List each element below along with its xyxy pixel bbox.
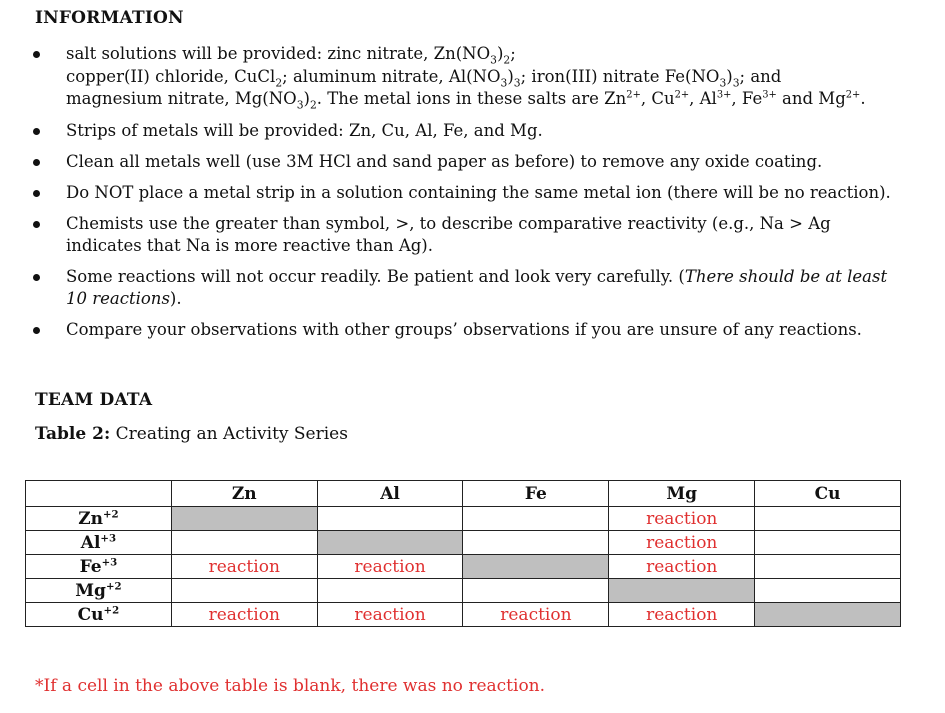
table-row	[26, 555, 901, 579]
table-cell	[755, 579, 901, 603]
activity-series-table	[25, 480, 901, 627]
table-cell	[171, 507, 317, 531]
row-header-ion: $Zn^{+2}$	[26, 507, 172, 531]
table-cell: reaction	[609, 555, 755, 579]
table-cell	[317, 507, 463, 531]
table-header-row	[26, 481, 901, 507]
table-row	[26, 531, 901, 555]
table-cell	[463, 555, 609, 579]
table-row	[26, 579, 901, 603]
table-cell	[463, 507, 609, 531]
bullet-icon	[33, 190, 40, 197]
bullet-icon	[33, 51, 40, 58]
table-cell: reaction	[609, 507, 755, 531]
list-item	[30, 266, 910, 310]
table-cell	[755, 531, 901, 555]
row-header-ion: $Al^{+3}$	[26, 531, 172, 555]
column-header: Al	[317, 481, 463, 507]
team-data-heading: TEAM DATA	[35, 390, 153, 410]
table-cell	[317, 531, 463, 555]
list-item	[30, 182, 910, 204]
column-header: Mg	[609, 481, 755, 507]
table-cell	[609, 579, 755, 603]
table-caption	[35, 424, 348, 444]
information-list	[30, 43, 910, 350]
bullet-icon	[33, 327, 40, 334]
bullet-icon	[33, 159, 40, 166]
greater-than-text: Chemists use the greater than symbol, >, to describe comparative reactivity (e.g., Na > Ag indicates that Na is more reactive than Ag).	[66, 213, 831, 255]
table-cell: reaction	[171, 603, 317, 627]
row-header-ion: $Cu^{+2}$	[26, 603, 172, 627]
row-header-ion: $Fe^{+3}$	[26, 555, 172, 579]
table-cell	[463, 531, 609, 555]
column-header: Zn	[171, 481, 317, 507]
salt-solutions-text: salt solutions will be provided: zinc nitrate, $Zn(NO_3)_2$; copper(II) chloride, CuCl$_2$; aluminum nitrate, $Al(NO_3)_3$; iron(III) nitrate $Fe(NO_3)_3$; and magnesium nitrate, $Mg(NO_3)_2$. The metal ions in these salts are $Zn^{2+}$, $Cu^{2+}$, $Al^{3+}$, $Fe^{3+}$ and $Mg^{2+}$.	[66, 44, 866, 112]
table-row	[26, 507, 901, 531]
table-cell: reaction	[317, 603, 463, 627]
patience-text: Some reactions will not occur readily. Be patient and look very carefully. (There should be at least 10 reactions).	[66, 266, 888, 308]
table-cell	[317, 579, 463, 603]
table-row	[26, 603, 901, 627]
table-cell	[171, 531, 317, 555]
table-caption-title: Creating an Activity Series	[110, 424, 348, 444]
table-caption-label: Table 2:	[35, 424, 111, 444]
table-cell	[463, 579, 609, 603]
clean-metals-text: Clean all metals well (use 3M HCl and sand paper as before) to remove any oxide coating.	[66, 151, 823, 171]
list-item	[30, 43, 910, 111]
bullet-icon	[33, 128, 40, 135]
list-item	[30, 120, 910, 142]
table-cell	[755, 555, 901, 579]
table-cell: reaction	[171, 555, 317, 579]
bullet-icon	[33, 274, 40, 281]
do-not-place-text: Do NOT place a metal strip in a solution containing the same metal ion (there will be no reaction).	[66, 182, 891, 202]
table-cell: reaction	[609, 531, 755, 555]
footnote: *If a cell in the above table is blank, there was no reaction.	[35, 676, 546, 696]
information-heading: INFORMATION	[35, 8, 184, 28]
list-item	[30, 151, 910, 173]
row-header-ion: $Mg^{+2}$	[26, 579, 172, 603]
metal-strips-text: Strips of metals will be provided: Zn, Cu, Al, Fe, and Mg.	[66, 120, 543, 140]
table-cell: reaction	[463, 603, 609, 627]
table-cell	[755, 603, 901, 627]
column-header: Cu	[755, 481, 901, 507]
bullet-icon	[33, 221, 40, 228]
corner-header	[26, 481, 172, 507]
compare-text: Compare your observations with other groups’ observations if you are unsure of any reactions.	[66, 319, 862, 339]
list-item	[30, 319, 910, 341]
table-cell: reaction	[317, 555, 463, 579]
table-cell	[171, 579, 317, 603]
table-cell	[755, 507, 901, 531]
column-header: Fe	[463, 481, 609, 507]
table-cell: reaction	[609, 603, 755, 627]
list-item	[30, 213, 910, 257]
